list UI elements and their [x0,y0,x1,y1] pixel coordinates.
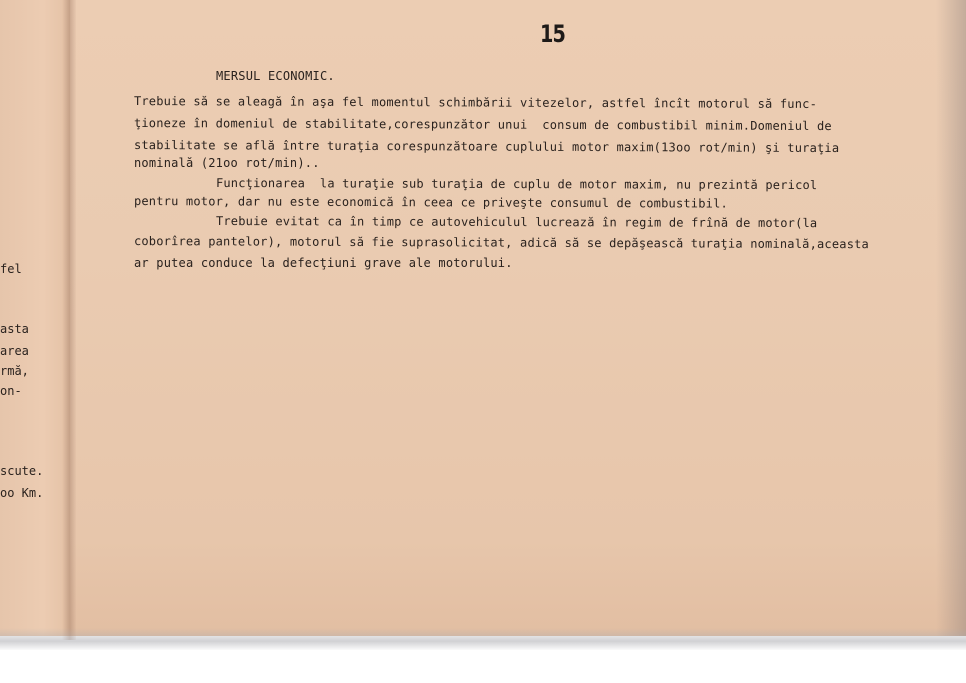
page-number: 15 [540,20,566,48]
left-fragment: on- [0,384,22,398]
body-line: coborîrea pantelor), motorul să fie suprasolicitat, adică să se depăşească turaţia nominală,aceasta [133,234,870,252]
body-line: ţioneze în domeniul de stabilitate,corespunzător unui consum de combustibil minim.Domeniul de [133,116,832,134]
left-fragment: asta [0,322,29,336]
body-line: Funcţionarea la turaţie sub turaţia de cuplu de motor maxim, nu prezintă pericol [215,176,818,193]
book-gutter [62,0,76,640]
left-fragment: scute. [0,464,44,478]
body-line: nominală (21oo rot/min).. [134,156,320,170]
body-line: Trebuie evitat ca în timp ce autovehiculul lucrează în regim de frînă de motor(la [215,214,818,231]
body-line: Trebuie să se aleagă în aşa fel momentul schimbării vitezelor, astfel încît motorul să func- [133,94,818,111]
body-line: pentru motor, dar nu este economică în ceea ce priveşte consumul de combustibil. [133,194,728,211]
body-line: stabilitate se află între turaţia corespunzătoare cuplului motor maxim(13oo rot/min) şi turaţia [133,138,840,156]
left-fragment: rmă, [0,364,29,378]
left-fragment: fel [0,262,22,276]
page-bottom-shadow [0,628,966,650]
left-fragment: oo Km. [0,486,44,500]
body-line: ar putea conduce la defecţiuni grave ale motorului. [134,256,513,270]
left-fragment: area [0,344,29,358]
section-heading: MERSUL ECONOMIC. [216,69,335,83]
